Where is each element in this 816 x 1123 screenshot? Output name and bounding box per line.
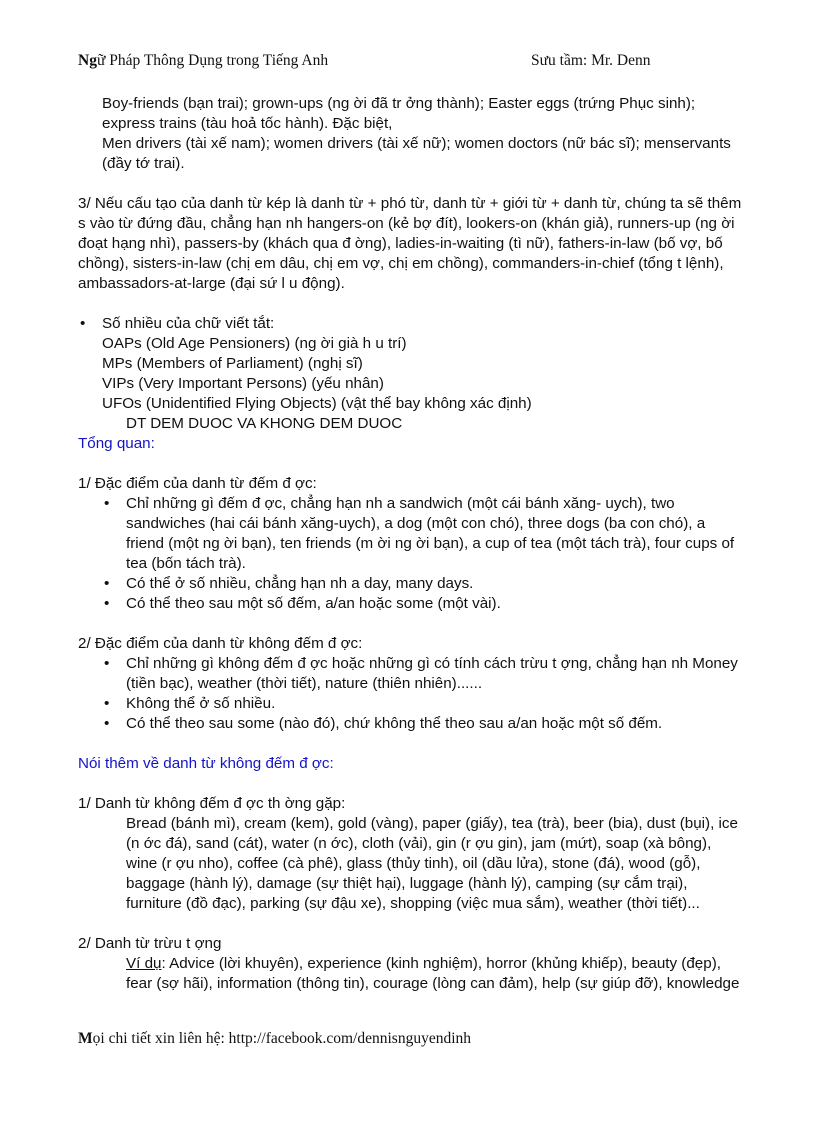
bullet-dot-icon: • [104,575,110,592]
overview-title: Tổng quan: [78,435,155,452]
abbr-bullet-text: Số nhiều của chữ viết tắt: [102,315,275,332]
compound-line-4: (đầy tớ trai). [102,155,185,172]
countable-b1-line: sandwiches (hai cái bánh xăng-uych), a dog (một con chó), three dogs (ba con chó), a [126,515,706,532]
rule-three-line-4: chồng), sisters-in-law (chị em dâu, chị em vợ, chị em chồng), commanders-in-chief (tổng t lệnh), [78,255,724,272]
common-line: baggage (hành lý), damage (sự thiệt hại), luggage (hành lý), camping (sự cắm trại), [126,875,688,892]
header-source: Sưu tầm: Mr. Denn [531,52,651,69]
abbr-item: MPs (Members of Parliament) (nghị sĩ) [102,355,363,372]
countable-b3-text: Có thể theo sau một số đếm, a/an hoặc some (một vài). [126,595,501,612]
footer-initial: M [78,1030,93,1047]
abbr-item: VIPs (Very Important Persons) (yếu nhân) [102,375,384,392]
countable-b1-line: Chỉ những gì đếm đ ợc, chẳng hạn nh a sandwich (một cái bánh xăng- uych), two [126,495,675,512]
abstract-line-1-text: : Advice (lời khuyên), experience (kinh nghiệm), horror (khủng khiếp), beauty (đẹp), [161,955,721,972]
countable-b1-line: tea (bốn tách trà). [126,555,246,572]
header-title-initial: Ng [78,52,97,69]
compound-line-3: Men drivers (tài xế nam); women drivers (tài xế nữ); women doctors (nữ bác sĩ); menservants [102,135,731,152]
countable-b2-text: Có thể ở số nhiều, chẳng hạn nh a day, many days. [126,575,474,592]
countable-title: 1/ Đặc điểm của danh từ đếm đ ợc: [78,475,317,492]
rule-three-line-1: 3/ Nếu cấu tạo của danh từ kép là danh từ + phó từ, danh từ + giới từ + danh từ, chúng ta sẽ thêm [78,195,742,212]
example-label: Ví dụ [126,955,162,972]
common-line: wine (r ợu nho), coffee (cà phê), glass (thủy tinh), oil (dầu lửa), stone (đá), wood (gỗ), [126,855,701,872]
rule-three-line-5: ambassadors-at-large (đại sứ l u động). [78,275,345,292]
abbr-bullet [0,314,816,334]
footer [78,1030,471,1048]
common-line: furniture (đồ đạc), parking (sự đậu xe), shopping (việc mua sắm), weather (thời tiết)... [126,895,700,912]
uncountable-bullet-3 [0,714,816,734]
uncountable-bullet-1 [0,654,816,694]
document-body [0,94,816,994]
countable-b1-line: friend (một ng ời bạn), ten friends (m ời ng ời bạn), a cup of tea (một tách trà), four cups of [126,535,735,552]
bullet-dot-icon: • [104,655,110,672]
header-title-rest: ữ Pháp Thông Dụng trong Tiếng Anh [96,52,329,69]
uncountable-b2-text: Không thể ở số nhiều. [126,695,276,712]
bullet-dot-icon: • [104,715,110,732]
common-line: Bread (bánh mì), cream (kem), gold (vàng), paper (giấy), tea (trà), beer (bia), dust (bụi), ice [126,815,738,832]
bullet-dot-icon: • [80,315,86,332]
abstract-title: 2/ Danh từ trừu t ợng [78,935,222,952]
abstract-line-2: fear (sợ hãi), information (thông tin), courage (lòng can đảm), help (sự giúp đỡ), knowledge [126,975,740,992]
compound-line-2: express trains (tàu hoả tốc hành). Đặc biệt, [102,115,393,132]
uncountable-b1-line: (tiền bạc), weather (thời tiết), nature (thiên nhiên)...... [126,675,483,692]
uncountable-b1-line: Chỉ những gì không đếm đ ợc hoặc những gì có tính cách trừu t ợng, chẳng hạn nh Money [126,655,738,672]
countable-bullet-3 [0,594,816,614]
abstract-line-1 [0,954,816,974]
bullet-dot-icon: • [104,595,110,612]
bullet-dot-icon: • [104,495,110,512]
bullet-dot-icon: • [104,695,110,712]
countable-bullet-2 [0,574,816,594]
common-line: (n ớc đá), sand (cát), water (n ớc), cloth (vải), gin (r ợu gin), jam (mứt), soap (xà bông), [126,835,712,852]
header-title [78,52,328,70]
rule-three-line-3: đoạt hạng nhì), passers-by (khách qua đ ờng), ladies-in-waiting (tì nữ), fathers-in-law (bố vợ, bố [78,235,723,252]
abbr-item: OAPs (Old Age Pensioners) (ng ời già h u trí) [102,335,407,352]
countable-heading: DT DEM DUOC VA KHONG DEM DUOC [126,415,403,432]
countable-bullet-1 [0,494,816,574]
footer-text: ọi chi tiết xin liên hệ: http://facebook.com/dennisnguyendinh [92,1030,472,1047]
uncountable-title: 2/ Đặc điểm của danh từ không đếm đ ợc: [78,635,363,652]
uncountable-b3-text: Có thể theo sau some (nào đó), chứ không thể theo sau a/an hoặc một số đếm. [126,715,663,732]
common-title: 1/ Danh từ không đếm đ ợc th ờng gặp: [78,795,346,812]
compound-line-1: Boy-friends (bạn trai); grown-ups (ng ời đã tr ởng thành); Easter eggs (trứng Phục sinh); [102,95,696,112]
more-title: Nói thêm về danh từ không đếm đ ợc: [78,755,334,772]
abbr-item: UFOs (Unidentified Flying Objects) (vật thể bay không xác định) [102,395,532,412]
rule-three-line-2: s vào từ đứng đầu, chẳng hạn nh hangers-on (kẻ bợ đít), lookers-on (khán giả), runners-up (ng ời [78,215,735,232]
uncountable-bullet-2 [0,694,816,714]
